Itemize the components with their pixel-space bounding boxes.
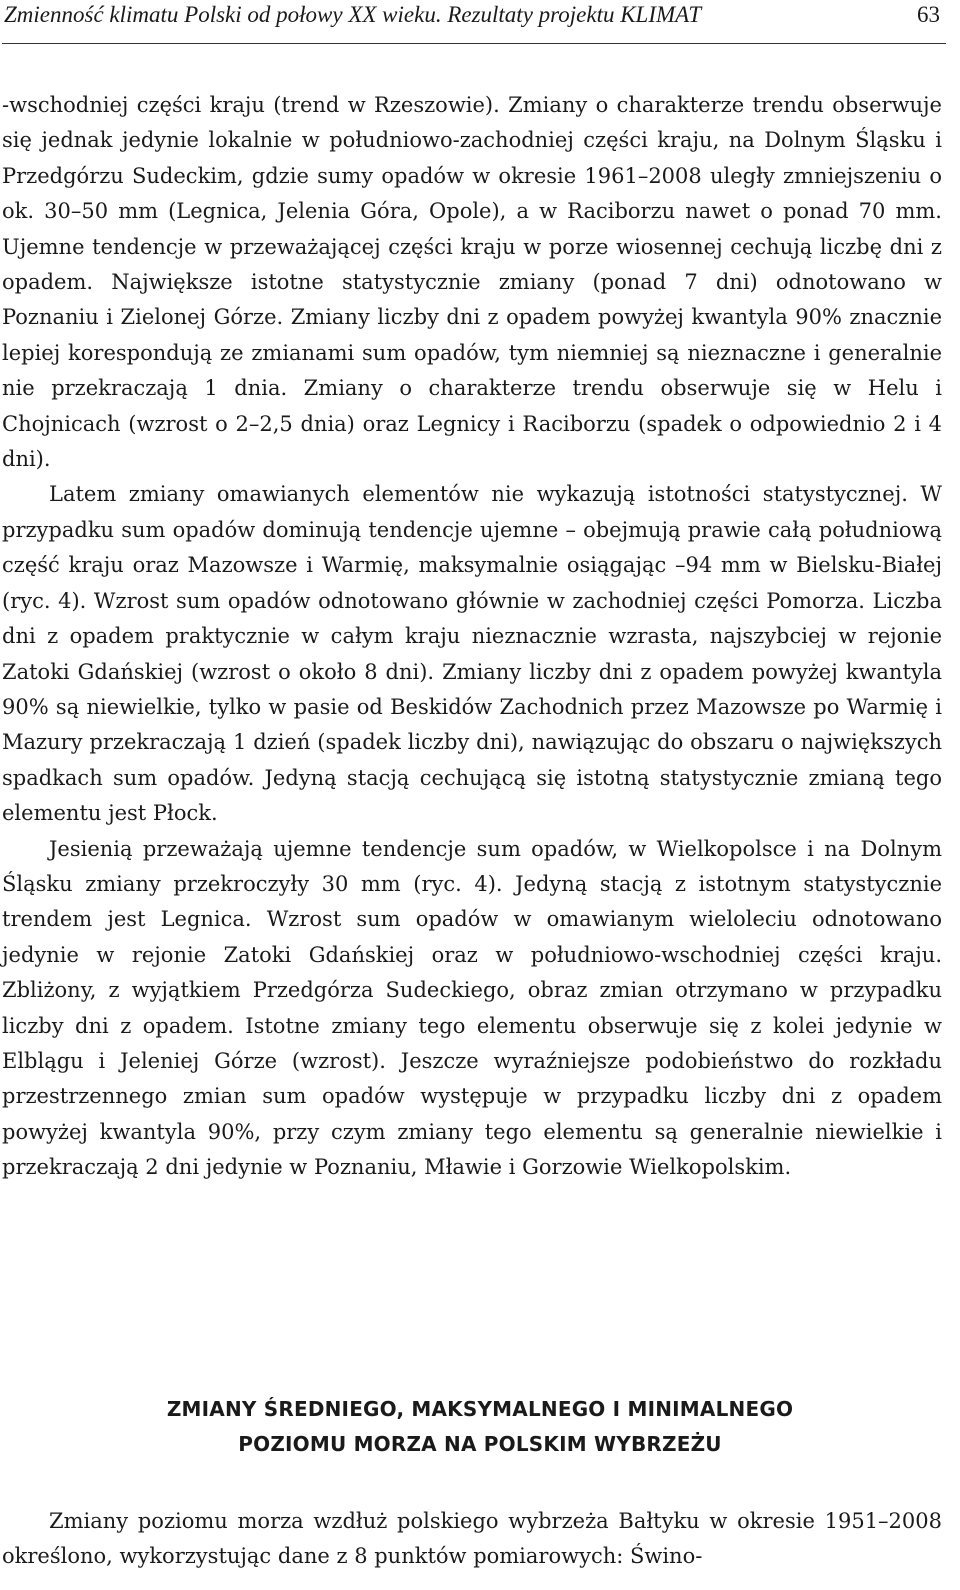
- paragraph-autumn: Jesienią przeważają ujemne tendencje sum opadów, w Wielkopolsce i na Dolnym Śląsku zmiany przekroczyły 30 mm (ryc. 4). Jedyną stacją z istotnym statystycznie trendem jest Legnica. Wzrost sum opadów w omawianym wieloleciu odnotowano jedynie w rejonie Zatoki Gdańskiej oraz w południowo-wschodniej części kraju. Zbliżony, z wyjątkiem Przedgórza Sudeckiego, obraz zmian otrzymano w przypadku liczby dni z opadem. Istotne zmiany tego elementu obserwuje się z kolei jedynie w Elblągu i Jeleniej Górze (wzrost). Jeszcze wyraźniejsze podobieństwo do rozkładu przestrzennego zmian sum opadów występuje w przypadku liczby dni z opadem powyżej kwantyla 90%, przy czym zmiany tego elementu są generalnie niewielkie i przekraczają 2 dni jedynie w Poznaniu, Mławie i Gorzowie Wielkopolskim.: [2, 836, 942, 1180]
- section-body-text: [2, 1504, 942, 1575]
- paragraph-spring-continued: -wschodniej części kraju (trend w Rzeszowie). Zmiany o charakterze trendu obserwuje się jednak jedynie lokalnie w południowo-zachodniej części kraju, na Dolnym Śląsku i Przedgórzu Sudeckim, gdzie sumy opadów w okresie 1961–2008 uległy zmniejszeniu o ok. 30–50 mm (Legnica, Jelenia Góra, Opole), a w Raciborzu nawet o ponad 70 mm. Ujemne tendencje w przeważającej części kraju w porze wiosennej cechują liczbę dni z opadem. Największe istotne statystycznie zmiany (ponad 7 dni) odnotowano w Poznaniu i Zielonej Górze. Zmiany liczby dni z opadem powyżej kwantyla 90% znacznie lepiej korespondują ze zmianami sum opadów, tym niemniej są nieznaczne i generalnie nie przekraczają 1 dnia. Zmiany o charakterze trendu obserwuje się w Helu i Chojnicach (wzrost o 2–2,5 dnia) oraz Legnicy i Raciborzu (spadek o odpowiednio 2 i 4 dni).: [2, 93, 942, 472]
- paragraph-summer: Latem zmiany omawianych elementów nie wykazują istotności statystycznej. W przypadku sum opadów dominują tendencje ujemne – obejmują prawie całą południową część kraju oraz Mazowsze i Warmię, maksymalnie osiągając –94 mm w Bielsku-Białej (ryc. 4). Wzrost sum opadów odnotowano głównie w zachodniej części Pomorza. Liczba dni z opadem praktycznie w całym kraju nieznacznie wzrasta, najszybciej w rejonie Zatoki Gdańskiej (wzrost o około 8 dni). Zmiany liczby dni z opadem powyżej kwantyla 90% są niewielkie, tylko w pasie od Beskidów Zachodnich przez Mazowsze po Warmię i Mazury przekraczają 1 dzień (spadek liczby dni), nawiązując do obszaru o największych spadkach sum opadów. Jedyną stacją cechującą się istotną statystycznie zmianą tego elementu jest Płock.: [2, 482, 942, 826]
- body-text: [2, 88, 942, 1186]
- section-heading-line-2: POZIOMU MORZA NA POLSKIM WYBRZEŻU: [238, 1432, 722, 1456]
- paragraph-sea-level-intro: Zmiany poziomu morza wzdłuż polskiego wybrzeża Bałtyku w okresie 1951–2008 określono, wykorzystując dane z 8 punktów pomiarowych: Świno-: [2, 1509, 942, 1569]
- running-header-title: Zmienność klimatu Polski od połowy XX wieku. Rezultaty projektu KLIMAT: [4, 2, 702, 27]
- page-number: 63: [917, 2, 940, 27]
- running-header: [0, 0, 960, 50]
- header-divider: [2, 43, 946, 44]
- section-heading-line-1: ZMIANY ŚREDNIEGO, MAKSYMALNEGO I MINIMALNEGO: [166, 1397, 794, 1421]
- section-heading: [0, 1392, 960, 1462]
